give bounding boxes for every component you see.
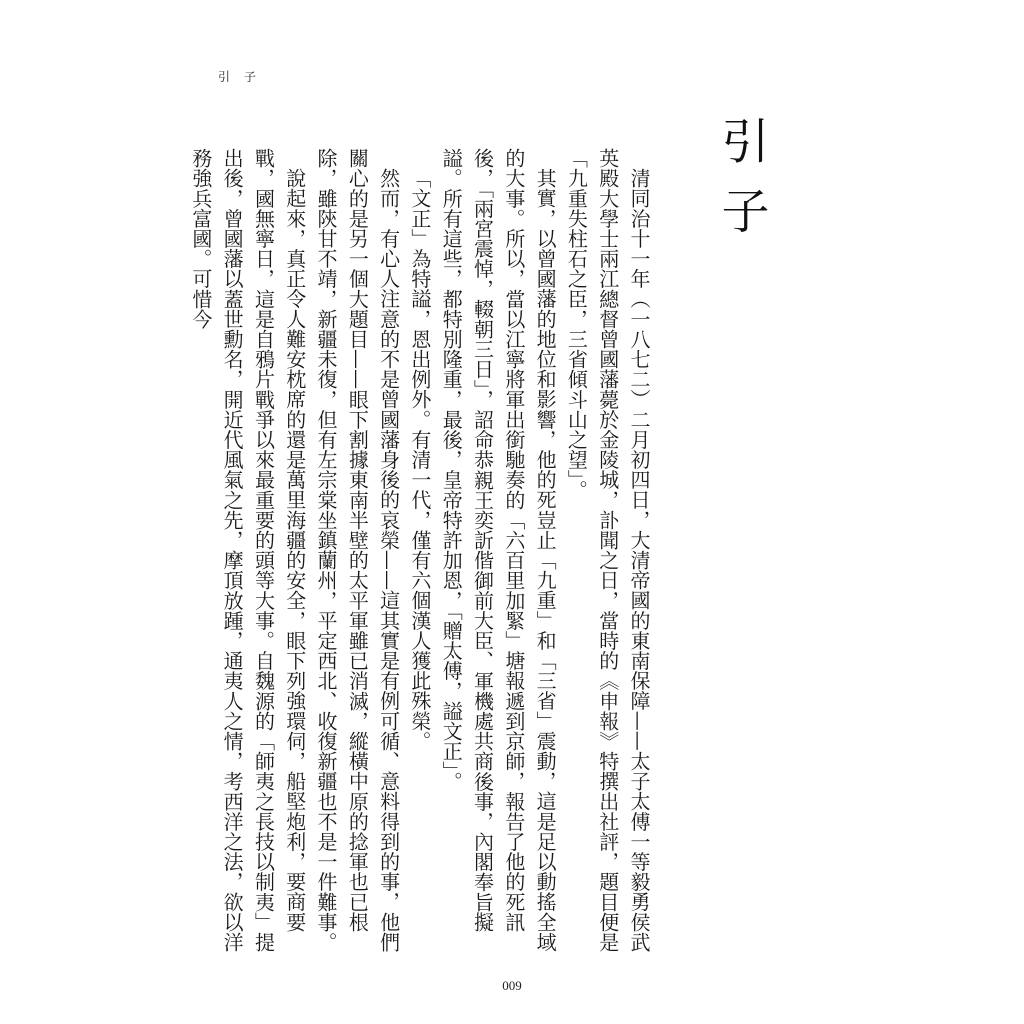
paragraph: 然而，有心人注意的不是曾國藩身後的哀榮——這其實是有例可循、意料得到的事，他們關心的是另一個大題目——眼下割據東南半壁的太平軍雖已消滅，縱橫中原的捻軍也已根除，雖陝甘不靖，新疆未復，但有左宗棠坐鎮蘭州，平定西北、收復新疆也不是一件難事。 — [314, 148, 401, 952]
paragraph: 清同治十一年（一八七二）二月初四日，大清帝國的東南保障——太子太傅一等毅勇侯武英殿大學士兩江總督曾國藩薨於金陵城，訃聞之日，當時的《申報》特撰出社評，題目便是「九重失柱石之臣，三省傾斗山之望」。 — [564, 148, 651, 952]
paragraph: 「文正」為特謚，恩出例外。有清一代，僅有六個漢人獲此殊榮。 — [407, 168, 432, 751]
paragraph: 其實，以曾國藩的地位和影響，他的死豈止「九重」和「三省」震動，這是足以動搖全域的大事。所以，當以江寧將軍出銜馳奏的「六百里加緊」塘報遞到京師，報告了他的死訊後，「兩宮震悼，輟朝三日」，詔命恭親王奕訢偕御前大臣、軍機處共商後事，內閣奉旨擬謚。所有這些，都特別隆重，最後，皇帝特許加恩，「贈太傅，謚文正」。 — [439, 148, 558, 952]
chapter-title: 引子 — [713, 116, 769, 256]
paragraph: 說起來，真正令人難安枕席的還是萬里海疆的安全，眼下列強環伺，船堅炮利，要商要戰，國無寧日，這是自鴉片戰爭以來最重要的頭等大事。自魏源的「師夷之長技以制夷」提出後，曾國藩以蓋世勳名，開近代風氣之先，摩頂放踵，通夷人之情，考西洋之法，欲以洋務強兵富國。可惜今 — [188, 148, 307, 952]
body-text — [188, 148, 654, 952]
running-head: 引 子 — [218, 70, 261, 84]
page-number: 009 — [502, 978, 522, 993]
